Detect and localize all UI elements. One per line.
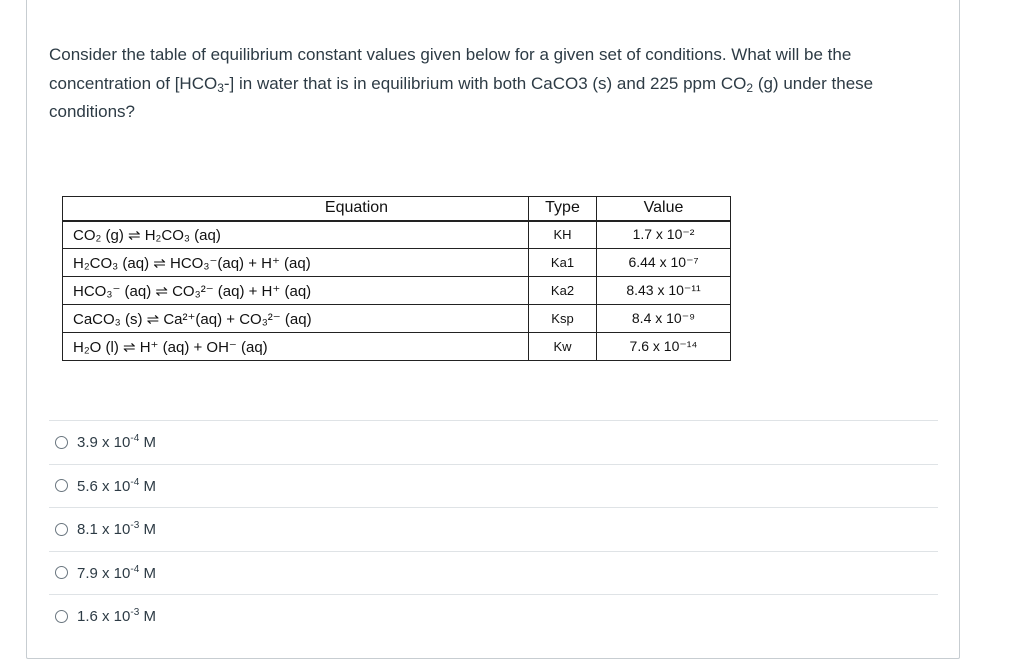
value-cell: 7.6 x 10⁻¹⁴ [597, 333, 731, 361]
answer-options [49, 420, 938, 638]
answer-option-label: 8.1 x $10^{-3}$ M [77, 520, 156, 539]
header-value: Value [597, 197, 731, 221]
type-cell: KH [529, 221, 597, 249]
answer-option[interactable] [49, 464, 938, 508]
header-type: Type [529, 197, 597, 221]
table-row [63, 333, 731, 361]
answer-option-label: 7.9 x $10^{-4}$ M [77, 563, 156, 582]
value-cell: 8.4 x 10⁻⁹ [597, 305, 731, 333]
value-cell: 1.7 x 10⁻² [597, 221, 731, 249]
answer-option[interactable] [49, 507, 938, 551]
equation-cell: H₂O (l) ⇌ H⁺ (aq) + OH⁻ (aq) [63, 333, 529, 361]
table-header-row [63, 197, 731, 221]
question-text: Consider the table of equilibrium constant values given below for a given set of conditions. What will be the concentration of $[HCO_3-]$ in water that is in equilibrium with both CaCO3 (s) and 225 ppm $CO_2$ (g) under these conditions? [49, 45, 874, 121]
table-row [63, 277, 731, 305]
answer-option[interactable] [49, 420, 938, 464]
answer-option-label: 5.6 x $10^{-4}$ M [77, 476, 156, 495]
answer-option[interactable] [49, 551, 938, 595]
radio-button[interactable] [55, 610, 68, 623]
answer-option-label: 1.6 x $10^{-3}$ M [77, 607, 156, 626]
equation-cell: HCO₃⁻ (aq) ⇌ CO₃²⁻ (aq) + H⁺ (aq) [63, 277, 529, 305]
type-cell: Ka1 [529, 249, 597, 277]
header-equation: Equation [63, 197, 529, 221]
type-cell: Kw [529, 333, 597, 361]
equilibrium-table [62, 196, 731, 361]
value-cell: 6.44 x 10⁻⁷ [597, 249, 731, 277]
radio-button[interactable] [55, 566, 68, 579]
table-row [63, 305, 731, 333]
radio-button[interactable] [55, 436, 68, 449]
type-cell: Ka2 [529, 277, 597, 305]
value-cell: 8.43 x 10⁻¹¹ [597, 277, 731, 305]
table-row [63, 221, 731, 249]
answer-option-label: 3.9 x $10^{-4}$ M [77, 433, 156, 452]
equation-cell: CaCO₃ (s) ⇌ Ca²⁺(aq) + CO₃²⁻ (aq) [63, 305, 529, 333]
equation-cell: H₂CO₃ (aq) ⇌ HCO₃⁻(aq) + H⁺ (aq) [63, 249, 529, 277]
answer-option[interactable] [49, 594, 938, 638]
type-cell: Ksp [529, 305, 597, 333]
equation-cell: CO₂ (g) ⇌ H₂CO₃ (aq) [63, 221, 529, 249]
table-row [63, 249, 731, 277]
radio-button[interactable] [55, 479, 68, 492]
radio-button[interactable] [55, 523, 68, 536]
